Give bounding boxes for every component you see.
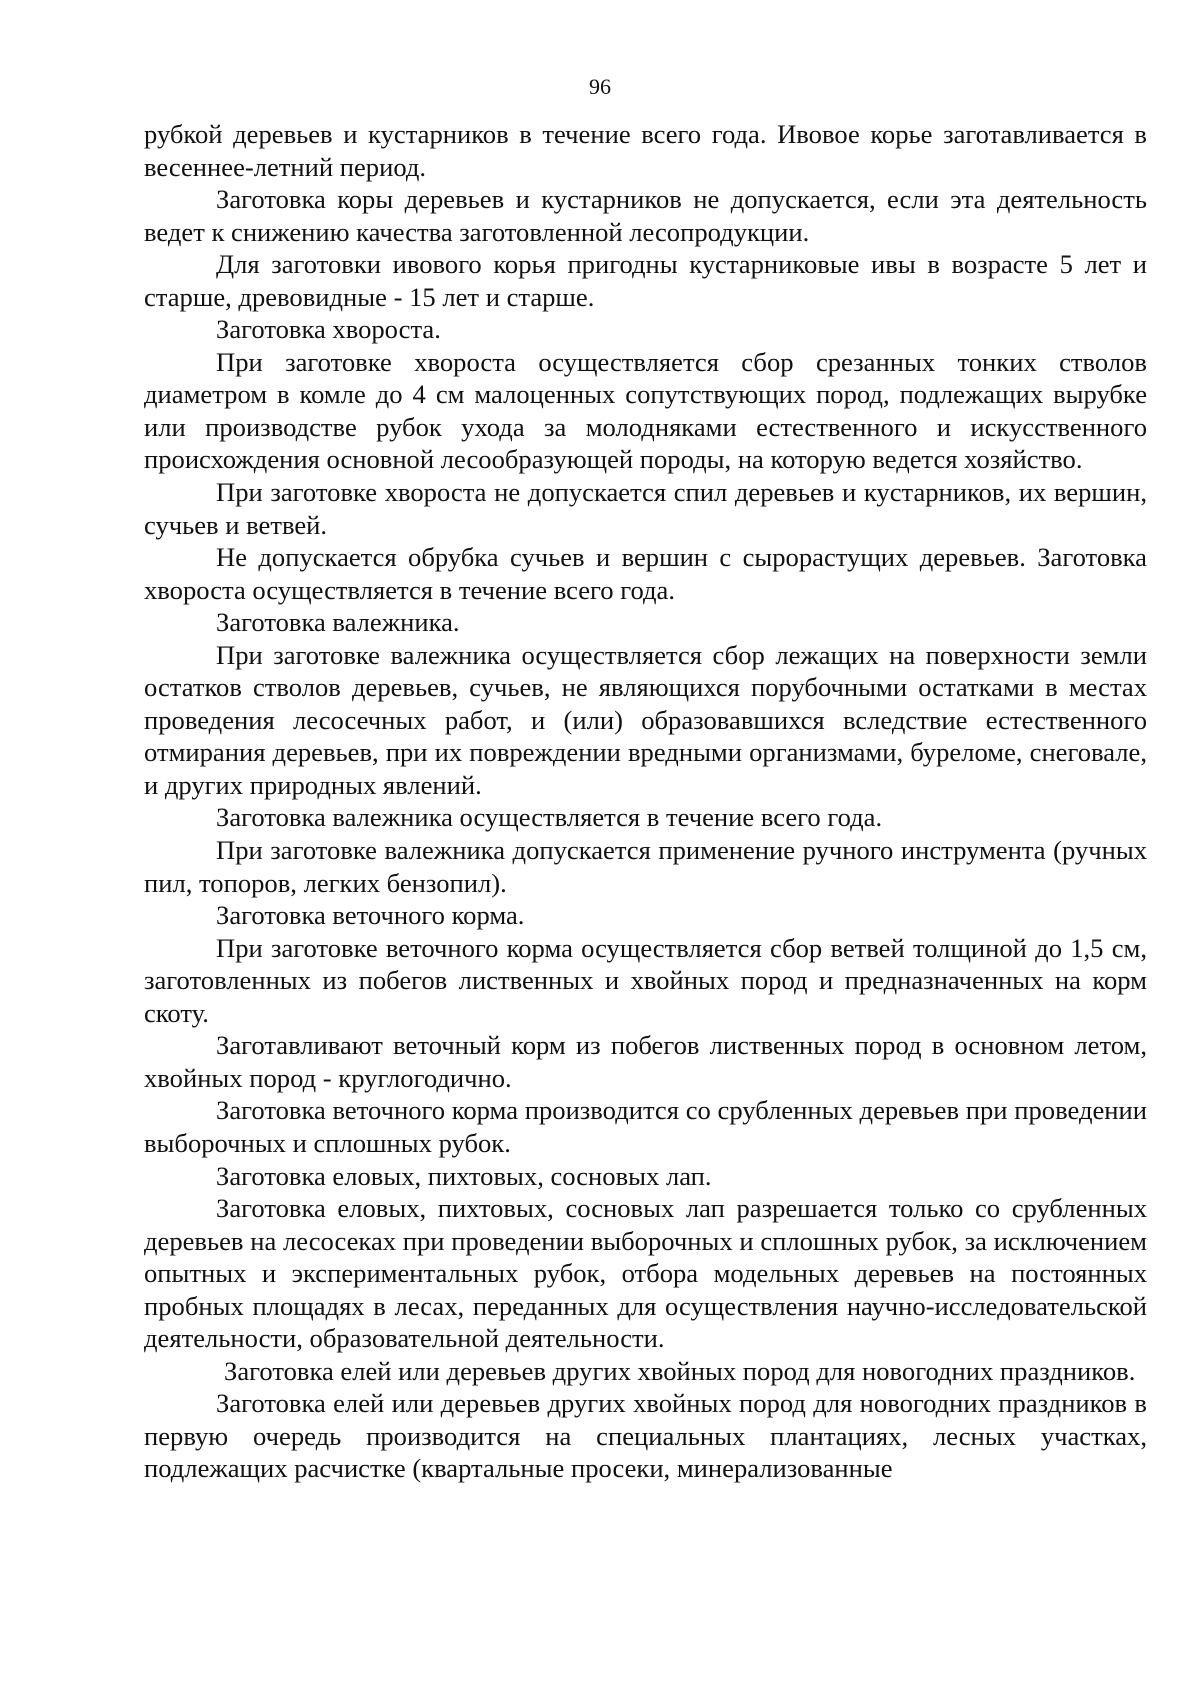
paragraph-willow-bark-age: Для заготовки ивового корья пригодны кустарниковые ивы в возрасте 5 лет и старше, древовидные - 15 лет и старше.	[144, 249, 1147, 312]
paragraph-bark-continuation: рубкой деревьев и кустарников в течение всего года. Ивовое корье заготавливается в весеннее-летний период.	[144, 119, 1147, 182]
paragraph-new-year-trees-rules: Заготовка елей или деревьев других хвойных пород для новогодних праздников в первую очередь производится на специальных плантациях, лесных участках, подлежащих расчистке (квартальные просеки, минерализованные	[144, 1388, 1147, 1484]
paragraph-brushwood-season: Не допускается обрубка сучьев и вершин с сырорастущих деревьев. Заготовка хвороста осуществляется в течение всего года.	[144, 542, 1147, 605]
heading-new-year-trees: Заготовка елей или деревьев других хвойных пород для новогодних праздников.	[224, 1355, 1136, 1386]
paragraph-conifer-branches-rules: Заготовка еловых, пихтовых, сосновых лап разрешается только со срубленных деревьев на лесосеках при проведении выборочных и сплошных рубок, за исключением опытных и экспериментальных рубок, отбора модельных деревьев на постоянных пробных площадях в лесах, переданных для осуществления научно-исследовательской деятельности, образовательной деятельности.	[144, 1193, 1147, 1354]
paragraph-twig-fodder-season: Заготавливают веточный корм из побегов лиственных пород в основном летом, хвойных пород - круглогодично.	[144, 1030, 1147, 1093]
paragraph-bark-restriction: Заготовка коры деревьев и кустарников не допускается, если эта деятельность ведет к снижению качества заготовленной лесопродукции.	[144, 184, 1147, 247]
heading-twig-fodder: Заготовка веточного корма.	[216, 900, 525, 931]
page-number: 96	[589, 74, 611, 99]
document-body	[144, 118, 1147, 1485]
paragraph-twig-fodder-source: Заготовка веточного корма производится со срубленных деревьев при проведении выборочных и сплошных рубок.	[144, 1095, 1147, 1158]
paragraph-deadwood-season: Заготовка валежника осуществляется в течение всего года.	[216, 802, 883, 833]
heading-brushwood: Заготовка хвороста.	[216, 314, 441, 345]
paragraph-brushwood-restriction: При заготовке хвороста не допускается спил деревьев и кустарников, их вершин, сучьев и ветвей.	[144, 477, 1147, 540]
paragraph-brushwood-collection: При заготовке хвороста осуществляется сбор срезанных тонких стволов диаметром в комле до 4 см малоценных сопутствующих пород, подлежащих вырубке или производстве рубок ухода за молодняками естественного и искусственного происхождения основной лесообразующей породы, на которую ведется хозяйство.	[144, 346, 1147, 475]
heading-deadwood: Заготовка валежника.	[216, 607, 460, 638]
paragraph-twig-fodder-collection: При заготовке веточного корма осуществляется сбор ветвей толщиной до 1,5 см, заготовленных из побегов лиственных и хвойных пород и предназначенных на корм скоту.	[144, 932, 1147, 1028]
heading-conifer-branches: Заготовка еловых, пихтовых, сосновых лап.	[216, 1160, 712, 1191]
paragraph-deadwood-collection: При заготовке валежника осуществляется сбор лежащих на поверхности земли остатков стволов деревьев, сучьев, не являющихся порубочными остатками в местах проведения лесосечных работ, и (или) образовавшихся вследствие естественного отмирания деревьев, при их повреждении вредными организмами, буреломе, снеговале, и других природных явлений.	[144, 639, 1147, 800]
paragraph-deadwood-tools: При заготовке валежника допускается применение ручного инструмента (ручных пил, топоров, легких бензопил).	[144, 835, 1147, 898]
